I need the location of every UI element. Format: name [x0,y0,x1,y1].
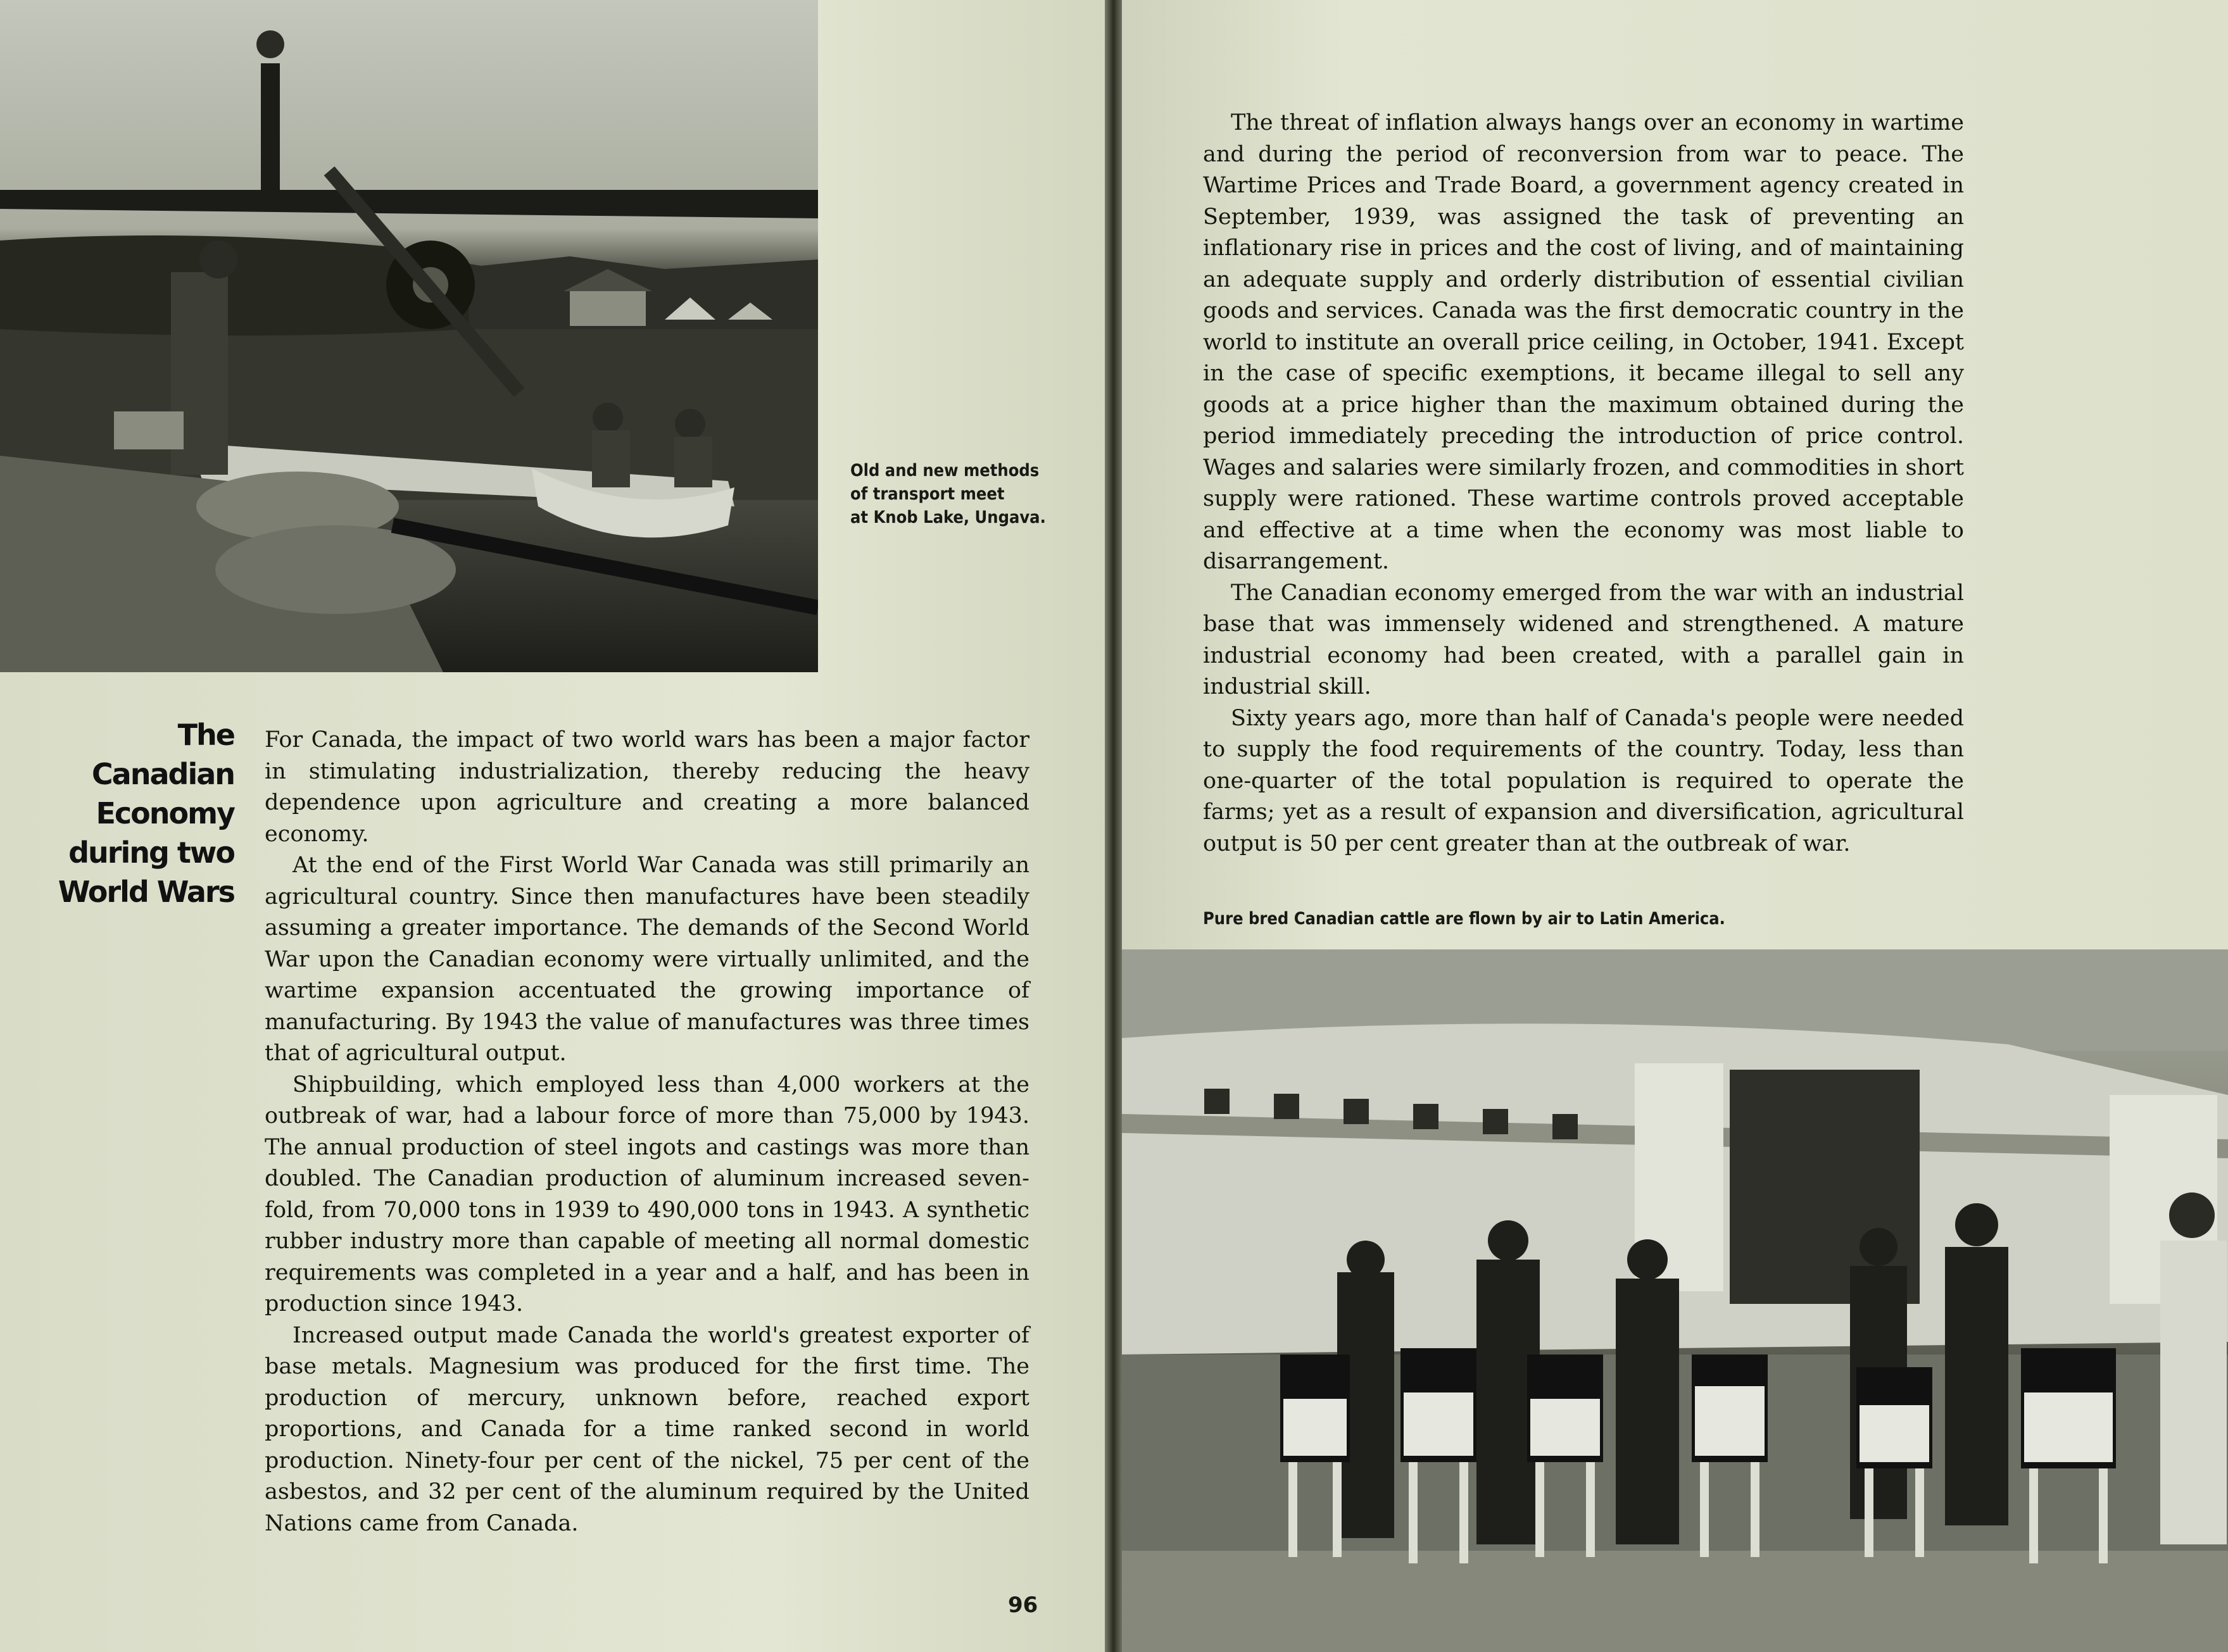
book-gutter [1105,0,1122,1652]
paragraph: At the end of the First World War Canada was still primarily an agricultural country. Since then manufactures have been steadily assuming a greater importance. The demands of the Second World War upon the Canadian economy were virtually unlimited, and the wartime expansion accentuated the growing importance of manufacturing. By 1943 the value of manufactures was three times that of agricultural output. [265,853,1029,1066]
caption-line: of transport meet [850,484,1005,504]
paragraph: For Canada, the impact of two world wars has been a major factor in stimulating industrialization, thereby reducing the heavy dependence upon agriculture and creating a more balanced economy. [265,727,1029,847]
paragraph: Increased output made Canada the world's greatest exporter of base metals. Magnesium was produced for the first time. The production of mercury, unknown before, reached export proportions, and Canada for a time ranked second in world production. Ninety-four per cent of the nickel, 75 per cent of the asbestos, and 32 per cent of the aluminum required by the United Nations came from Canada. [265,1322,1029,1536]
left-page [0,0,1105,1652]
paragraph: The threat of inflation always hangs over an economy in wartime and during the period of reconversion from war to peace. The Wartime Prices and Trade Board, a government agency created in September, 1939, was assigned the task of preventing an inflationary rise in prices and the cost of living, and of maintaining an adequate supply and orderly distribution of essential civilian goods and services. Canada was the first democratic country in the world to institute an overall price ceiling, in October, 1941. Except in the case of specific exemptions, it became illegal to sell any goods at a price higher than the maximum obtained during the period immediately preceding the introduction of price control. Wages and salaries were similarly frozen, and commodities in short supply were rationed. These wartime controls proved acceptable and effective at a time when the economy was most liable to disarrangement. [1203,110,1964,574]
photo-cattle-airplane [1122,949,2228,1652]
paragraph: The Canadian economy emerged from the war with an industrial base that was immensely widened and strengthened. A mature industrial economy had been created, with a parallel gain in industrial skill. [1203,580,1964,699]
floatplane-illustration [0,0,818,672]
paragraph: Shipbuilding, which employed less than 4,000 workers at the outbreak of war, had a labour force of more than 75,000 by 1943. The annual production of steel ingots and castings was more than doubled. The Canadian production of aluminum increased seven-fold, from 70,000 tons in 1939 to 490,000 tons in 1943. A synthetic rubber industry more than capable of meeting all normal domestic requirements was completed in a year and a half, and has been in production since 1943. [265,1072,1029,1317]
cattle-airplane-illustration [1122,949,2228,1652]
photo-caption-knob-lake [850,459,1046,529]
photo-floatplane-knob-lake [0,0,818,672]
caption-line: Old and new methods [850,461,1040,480]
right-page [1122,0,2228,1652]
photo-caption-cattle: Pure bred Canadian cattle are flown by air to Latin America. [1203,909,1725,929]
left-body-text [265,725,1029,1539]
caption-line: at Knob Lake, Ungava. [850,508,1046,527]
right-body-text [1203,108,1964,860]
section-heading: The Canadian Economy during two World Wars [58,718,234,909]
paragraph: Sixty years ago, more than half of Canada's people were needed to supply the food requirements of the country. Today, less than one-quarter of the total population is required to operate the farms; yet as a result of expansion and diversification, agricultural output is 50 per cent greater than at the outbreak of war. [1203,705,1964,856]
page-number: 96 [1008,1593,1038,1618]
